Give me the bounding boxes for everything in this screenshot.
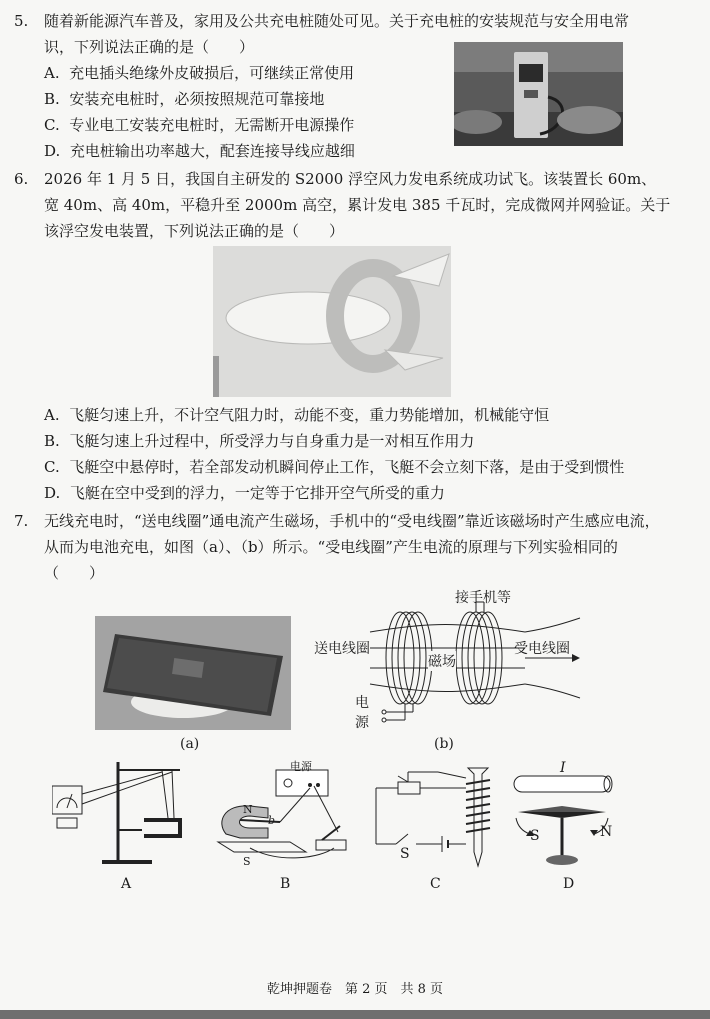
charging-pile-illustration [454, 42, 623, 146]
experiment-b-n-label: N [243, 803, 253, 816]
option-label: A. [44, 406, 60, 424]
experiment-c-s-label: S [400, 846, 410, 862]
bottom-edge-bar [0, 1010, 710, 1019]
experiment-d-s-label: S [530, 828, 540, 844]
option-label: B. [44, 90, 60, 108]
q6-number: 6. [14, 170, 29, 188]
experiment-c-diagram [368, 764, 508, 868]
wireless-charging-photo [95, 616, 291, 730]
option-label: D. [44, 484, 61, 502]
fig-b-caption: (b) [434, 736, 454, 752]
option-text: 专业电工安装充电桩时，无需断开电源操作 [69, 116, 355, 134]
experiment-b-diagram [210, 752, 360, 870]
phone-on-charger-illustration [95, 616, 291, 730]
q5-option-c[interactable] [44, 114, 354, 136]
option-label: A. [44, 64, 60, 82]
option-text: 充电桩输出功率越大，配套连接导线应越细 [69, 142, 355, 160]
option-label: C. [44, 116, 60, 134]
fig-a-caption: (a) [180, 736, 200, 752]
option-text: 飞艇匀速上升过程中，所受浮力与自身重力是一对相互作用力 [69, 432, 475, 450]
option-text: 安装充电桩时，必须按照规范可靠接地 [69, 90, 325, 108]
airship-illustration [213, 246, 451, 397]
option-text: 飞艇匀速上升，不计空气阻力时，动能不变，重力势能增加，机械能守恒 [69, 406, 550, 424]
q5-option-b[interactable] [44, 88, 324, 110]
fig-b-source-label-2: 源 [355, 715, 369, 731]
q5-stem-line1: 随着新能源汽车普及，家用及公共充电桩随处可见。关于充电桩的安装规范与安全用电常 [44, 12, 630, 30]
experiment-d-label: D [563, 876, 575, 892]
q5-stem-line2: 识，下列说法正确的是（ ） [44, 38, 255, 56]
fig-b-source-label-1: 电 [355, 695, 369, 711]
experiment-a-label: A [121, 876, 132, 892]
experiment-b-power-label: 电源 [290, 760, 312, 773]
experiment-d-n-label: N [600, 824, 613, 840]
q7-stem-line2: 从而为电池充电，如图（a）、（b）所示。“受电线圈”产生电流的原理与下列实验相同的 [44, 538, 618, 556]
q6-stem-line2: 宽 40m、高 40m，平稳升至 2000m 高空，累计发电 385 千瓦时，完成微网并网验证。关于 [44, 196, 671, 214]
q5-option-a[interactable] [44, 62, 354, 84]
q6-option-a[interactable] [44, 404, 549, 426]
q7-stem-line1: 无线充电时，“送电线圈”通电流产生磁场，手机中的“受电线圈”靠近该磁场时产生感应电流， [44, 512, 660, 530]
q6-option-b[interactable] [44, 430, 474, 452]
q6-option-c[interactable] [44, 456, 624, 478]
option-label: C. [44, 458, 60, 476]
experiment-a-diagram [52, 758, 192, 870]
q6-option-d[interactable] [44, 482, 445, 504]
option-text: 飞艇空中悬停时，若全部发动机瞬间停止工作，飞艇不会立刻下落，是由于受到惯性 [69, 458, 625, 476]
experiment-b-s-label: S [243, 855, 251, 868]
q6-stem-line3: 该浮空发电装置，下列说法正确的是（ ） [44, 222, 345, 240]
fig-b-receive-coil-label: 受电线圈 [514, 641, 570, 657]
option-text: 飞艇在空中受到的浮力，一定等于它排开空气所受的重力 [69, 484, 445, 502]
fig-b-field-label: 磁场 [428, 651, 456, 671]
experiment-d-current-label: I [560, 760, 566, 776]
airship-photo [213, 246, 451, 397]
q7-number: 7. [14, 512, 29, 530]
charging-pile-photo [454, 42, 623, 146]
experiment-b-label: B [280, 876, 291, 892]
fig-b-send-coil-label: 送电线圈 [314, 641, 370, 657]
q6-stem-line1: 2026 年 1 月 5 日，我国自主研发的 S2000 浮空风力发电系统成功试飞。该装置长 60m、 [44, 170, 657, 188]
option-text: 充电插头绝缘外皮破损后，可继续正常使用 [69, 64, 355, 82]
q5-option-d[interactable] [44, 140, 355, 162]
fig-b-top-label: 接手机等 [455, 590, 511, 606]
option-label: B. [44, 432, 60, 450]
experiment-b-b-label: b [268, 814, 276, 827]
page-footer: 乾坤押题卷 第 2 页 共 8 页 [266, 982, 444, 997]
q7-stem-line3: （ ） [44, 564, 105, 582]
option-label: D. [44, 142, 61, 160]
experiment-d-diagram [504, 762, 624, 870]
experiment-c-label: C [430, 876, 441, 892]
q5-number: 5. [14, 12, 29, 30]
